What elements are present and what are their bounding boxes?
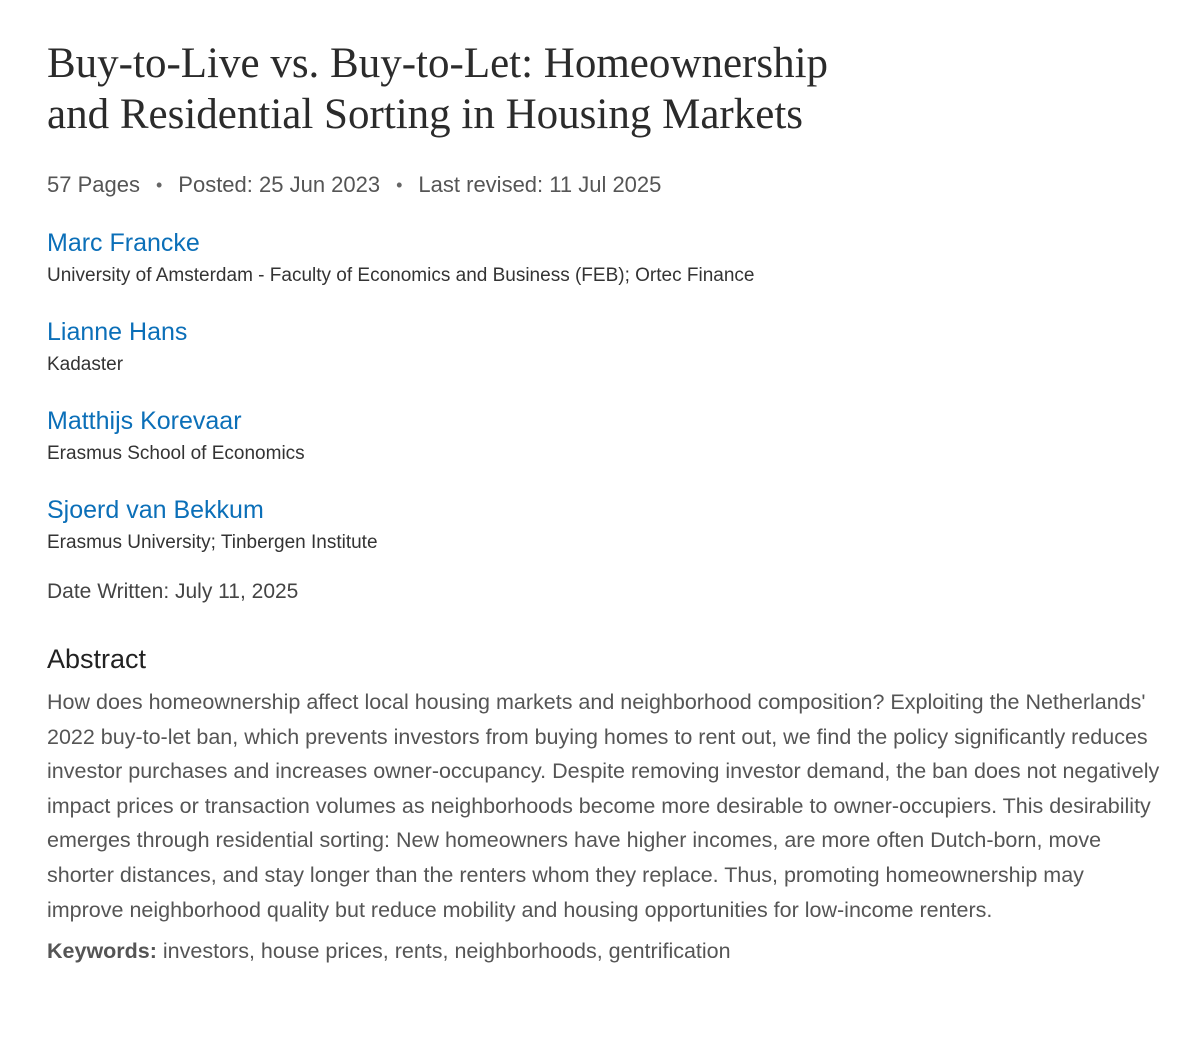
abstract-heading: Abstract	[47, 644, 147, 674]
paper-title	[47, 38, 927, 140]
author-entry	[47, 317, 1167, 377]
keywords	[47, 939, 1167, 964]
abstract-text: How does homeownership affect local housing markets and neighborhood composition? Exploiting the Netherlands' 2022 buy-to-let ban, which prevents investors from buying homes to rent out, we find the policy significantly reduces investor purchases and increases owner-occupancy. Despite removing investor demand, the ban does not negatively impact prices or transaction volumes as neighborhoods become more desirable to owner-occupiers. This desirability emerges through residential sorting: New homeowners have higher incomes, are more often Dutch-born, move shorter distances, and stay longer than the renters whom they replace. Thus, promoting homeownership may improve neighborhood quality but reduce mobility and housing opportunities for low-income renters.	[47, 690, 1160, 922]
paper-page	[47, 38, 1167, 964]
page-count: 57 Pages	[47, 172, 140, 197]
author-name-link[interactable]: Sjoerd van Bekkum	[47, 496, 264, 524]
paper-meta	[47, 172, 1167, 198]
author-list	[47, 228, 1167, 555]
author-entry	[47, 406, 1167, 466]
posted-date: Posted: 25 Jun 2023	[178, 172, 381, 197]
author-affiliation: Erasmus School of Economics	[47, 443, 305, 464]
date-written: Date Written: July 11, 2025	[47, 580, 299, 603]
meta-separator-1: •	[155, 174, 163, 195]
revised-date: Last revised: 11 Jul 2025	[418, 172, 662, 197]
author-entry	[47, 495, 1167, 555]
keywords-text: investors, house prices, rents, neighborhoods, gentrification	[162, 939, 731, 964]
meta-separator-2: •	[396, 174, 403, 195]
author-affiliation: Kadaster	[47, 354, 124, 375]
author-name-link[interactable]: Marc Francke	[47, 229, 200, 257]
author-name-link[interactable]: Matthijs Korevaar	[47, 407, 242, 435]
paper-title-line-1: Buy-to-Live vs. Buy-to-Let: Homeownership	[47, 40, 829, 87]
author-affiliation: Erasmus University; Tinbergen Institute	[47, 532, 378, 553]
author-name-link[interactable]: Lianne Hans	[47, 318, 188, 346]
paper-title-line-2: and Residential Sorting in Housing Markets	[47, 91, 804, 138]
keywords-label: Keywords:	[47, 939, 157, 964]
author-entry	[47, 228, 1167, 288]
author-affiliation: University of Amsterdam - Faculty of Economics and Business (FEB); Ortec Finance	[47, 265, 755, 286]
